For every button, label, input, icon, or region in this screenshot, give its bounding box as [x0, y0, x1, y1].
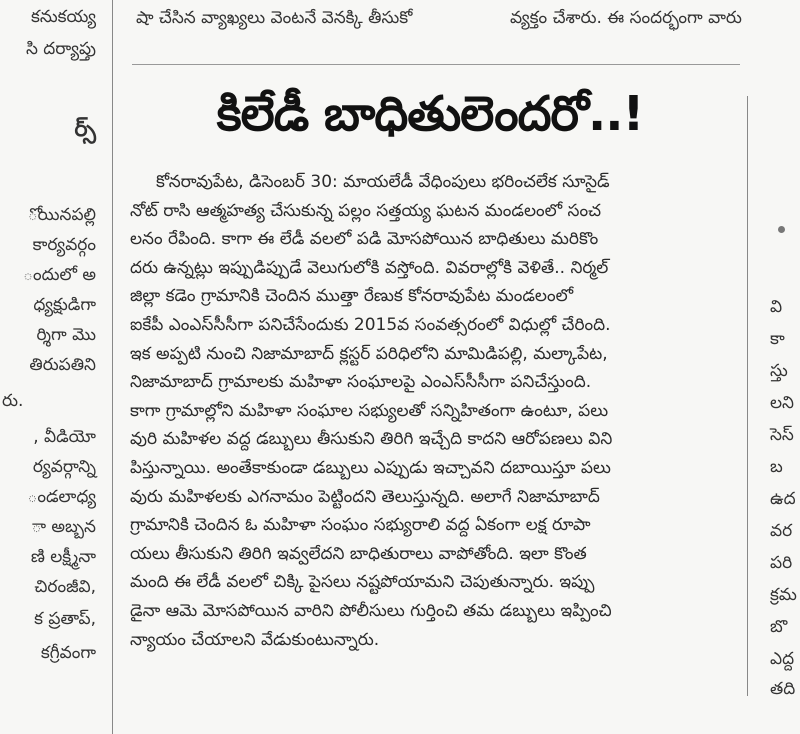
column-divider-left [112, 0, 113, 734]
right-column-line: వి [770, 297, 783, 317]
left-column-line: ధ్యక్షుడిగా [33, 295, 96, 315]
right-column-line: సెస్ [770, 425, 794, 445]
section-rule [132, 64, 740, 65]
article-line: కోనరావుపేట, డిసెంబర్ 30: మాయలేడీ వేధింపులు భరించలేక సూసైడ్ [156, 172, 610, 192]
left-column-line: ణి లక్ష్మీనా [30, 547, 96, 567]
right-column-line: లని [770, 393, 794, 413]
article-line: ఇక అప్పటి నుంచి నిజామాబాద్ క్లస్టర్ పరిధిలోని మామిడిపల్లి, మల్కాపేట, [130, 343, 608, 364]
left-column-line: కనుకయ్య [30, 7, 96, 27]
article-line: డైనా ఆమె మోసపోయిన వారిని పోలీసులు గుర్తించి తమ డబ్బులు ఇప్పించి [130, 600, 612, 621]
left-column-line: ర్శిగా మొ [36, 325, 96, 345]
left-column-line: తిరుపతిని [29, 355, 96, 375]
left-column-line: క ప్రతాప్, [34, 609, 96, 629]
left-column-line: కార్యవర్గం [32, 235, 96, 255]
article-line: లనం రేపింది. కాగా ఈ లేడీ వలలో పడి మోసపోయిన బాధితులు మరికొం [130, 229, 599, 250]
left-column-snippet [0, 0, 104, 734]
top-snippet-left: షా చేసిన వ్యాఖ్యలు వెంటనే వెనక్కి తీసుకో [136, 8, 413, 28]
article-line: గ్రామానికి చెందిన ఓ మహిళా సంఘం సభ్యురాలి వద్ద ఏకంగా లక్ష రూపా [130, 515, 591, 536]
article-line: నోట్ రాసి ఆత్మహత్య చేసుకున్న పల్లం సత్తయ్య ఘటన మండలంలో సంచ [130, 200, 601, 221]
right-column-line: బొ [770, 617, 788, 637]
left-column-line: కగ్రీవంగా [40, 643, 96, 663]
left-column-line: సి దర్యాప్తు [25, 39, 96, 59]
left-column-line: ోయినపల్లి [27, 205, 96, 225]
left-column-line: రు. [2, 391, 24, 411]
right-column-line: పరి [770, 553, 793, 573]
top-snippet-right: వ్యక్తం చేశారు. ఈ సందర్భంగా వారు [510, 8, 742, 28]
article-headline: కిలేడీ బాధితులెందరో..! [216, 86, 644, 142]
right-column-line: ఎద్ద [770, 649, 795, 669]
article-line: దరు ఉన్నట్లు ఇప్పుడిప్పుడే వెలుగులోకి వస్తోంది. వివరాల్లోకి వెళితే.. నిర్మల్ [130, 257, 609, 278]
article-line: మంది ఈ లేడీ వలలో చిక్కి పైసలు నష్టపోయామని చెపుతున్నారు. ఇప్పు [130, 572, 595, 593]
right-column-line: తది [770, 679, 796, 699]
right-column-line: స్తు [770, 361, 788, 381]
left-column-line: చిరంజీవి, [34, 577, 96, 597]
column-divider-right [747, 96, 748, 696]
top-article-snippet [132, 0, 800, 42]
right-column-line: క్రమ [770, 585, 797, 605]
left-column-line: ండలాధ్య [27, 487, 96, 507]
article-line: ఐకేపీ ఎంఎస్‌సీసీగా పనిచేసేందుకు 2015వ సంవత్సరంలో విధుల్లో చేరింది. [130, 314, 611, 335]
article-line: న్యాయం చేయాలని వేడుకుంటున్నారు. [130, 629, 380, 650]
article-line: జిల్లా కడెం గ్రామానికి చెందిన ముత్తా రేణుక కోనరావుపేట మండలంలో [130, 286, 574, 307]
article-line: యలు తీసుకుని తిరిగి ఇవ్వలేదని బాధితురాలు వాపోతోంది. ఇలా కొంత [130, 543, 587, 564]
article-line: నిజామాబాద్ గ్రామాలకు మహిళా సంఘాలపై ఎంఎస్‌సీసీగా పనిచేస్తుంది. [130, 372, 592, 393]
right-column-snippet [764, 0, 800, 734]
left-column-line: ా అబ్బన [31, 517, 96, 537]
left-column-line: ర్యవర్గాన్ని [32, 457, 96, 477]
right-column-line: వర [770, 521, 793, 541]
article-line: వురు మహిళలకు ఎగనామం పెట్టిందని తెలుస్తున్నది. అలాగే నిజామాబాద్ [130, 486, 600, 507]
right-column-line: కా [770, 329, 785, 349]
right-column-line: బ [770, 457, 783, 477]
article-line: కాగా గ్రామాల్లోని మహిళా సంఘాల సభ్యులతో సన్నిహితంగా ఉంటూ, పలు [130, 400, 609, 421]
right-column-line: ఉద [770, 489, 796, 509]
article-body [130, 168, 720, 654]
left-column-line: ందులో అ [23, 265, 96, 285]
article-line: వురి మహిళల వద్ద డబ్బులు తీసుకుని తిరిగి ఇచ్చేది కాదని ఆరోపణలు విని [130, 429, 613, 450]
article-line: పిస్తున్నాయి. అంతేకాకుండా డబ్బులు ఎప్పుడు ఇచ్చావని దబాయిస్తూ పలు [130, 457, 611, 478]
left-column-heading: ర్స్ [74, 117, 96, 142]
left-column-line: , వీడియో [33, 427, 96, 447]
